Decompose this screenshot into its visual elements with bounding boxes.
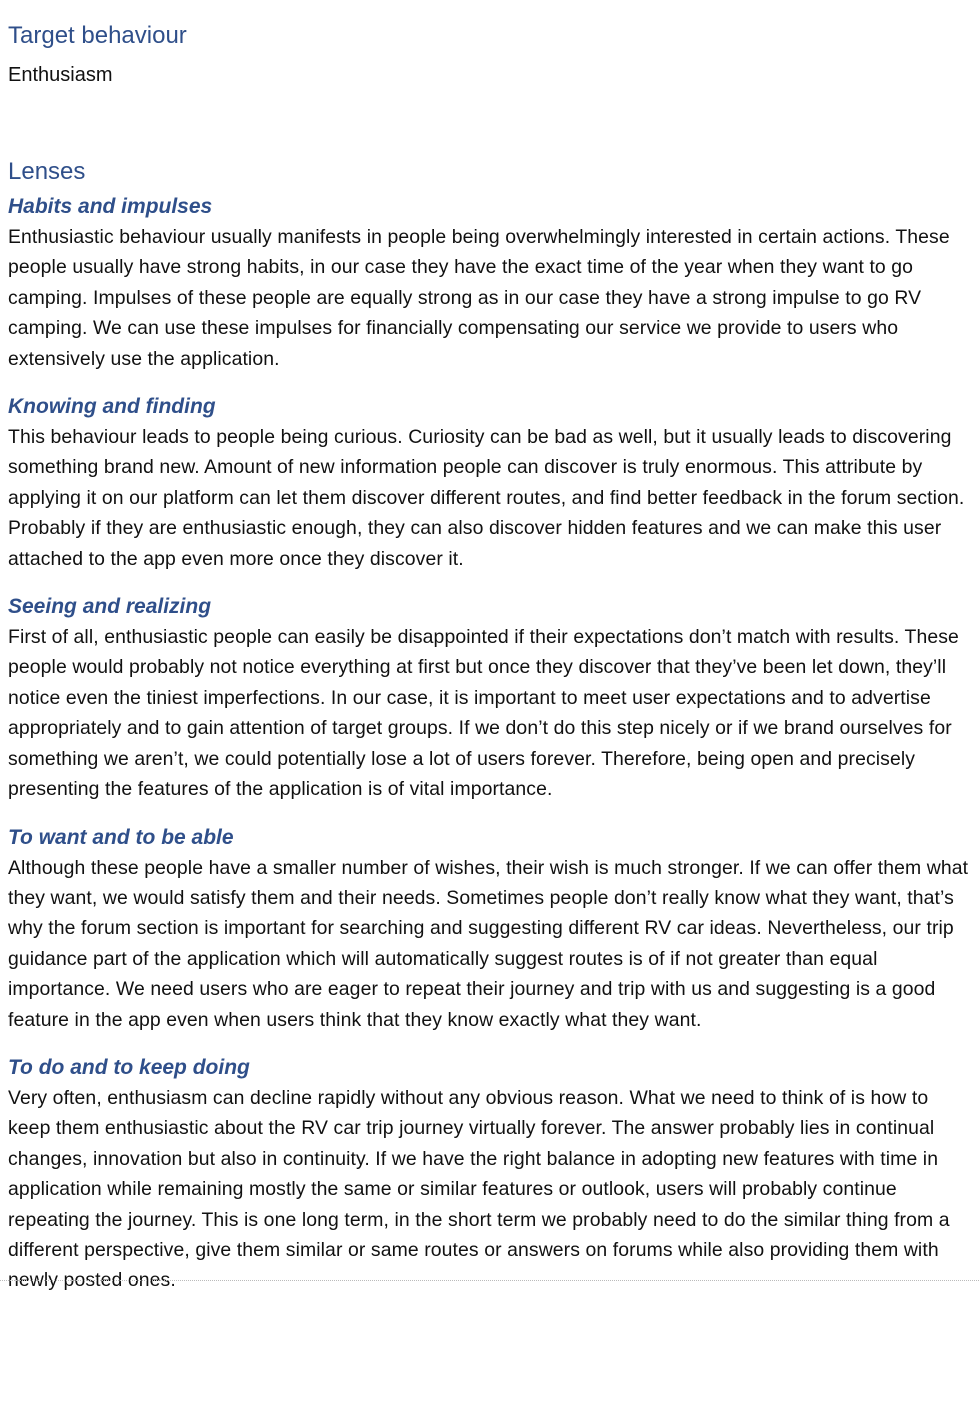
lens-title: To do and to keep doing	[8, 1055, 250, 1079]
lens-paragraph: Although these people have a smaller number of wishes, their wish is much stronger. If we can offer them what they want, we would satisfy them and their needs. Sometimes people don’t really know what they want, that’s why the forum section is important for searching and suggesting different RV car ideas. Nevertheless, our trip guidance part of the application which will automatically suggest routes is of if not greater than equal importance. We need users who are eager to repeat their journey and trip with us and suggesting is a good feature in the app even when users think that they know exactly what they want.	[8, 856, 969, 1031]
lens-title: To want and to be able	[8, 825, 234, 849]
lens-section-habits	[8, 192, 970, 374]
lens-title: Seeing and realizing	[8, 595, 212, 619]
lens-title: Habits and impulses	[8, 195, 213, 218]
lens-section-do	[8, 1053, 970, 1296]
lens-paragraph: First of all, enthusiastic people can easily be disappointed if their expectations don’t match with results. These people would probably not notice everything at first but once they discover that they’ve been let down, they’ll notice even the tiniest imperfections. In our case, it is important to meet user expectations and to advertise appropriately and to gain attention of target groups. If we don’t do this step nicely or if we brand ourselves for something we aren’t, we could potentially lose a lot of users forever. Therefore, being open and precisely presenting the features of the application is of vital importance.	[8, 626, 959, 801]
target-behaviour-heading: Target behaviour	[8, 22, 187, 49]
page-break-divider	[0, 1280, 979, 1281]
document-page	[8, 0, 970, 1296]
lenses-heading: Lenses	[8, 158, 86, 185]
target-behaviour-value: Enthusiasm	[8, 64, 113, 86]
lens-title: Knowing and finding	[8, 395, 216, 419]
lens-section-seeing	[8, 592, 970, 804]
lens-paragraph: Very often, enthusiasm can decline rapidly without any obvious reason. What we need to think of is how to keep them enthusiastic about the RV car trip journey virtually forever. The answer probably lies in continual changes, innovation but also in continuity. If we have the right balance in adopting new features with time in application while remaining mostly the same or similar features or outlook, users will probably continue repeating the journey. This is one long term, in the short term we probably need to do the similar thing from a different perspective, give them similar or same routes or answers on forums while also providing them with newly posted ones.	[8, 1086, 950, 1292]
lens-paragraph: Enthusiastic behaviour usually manifests in people being overwhelmingly interested in certain actions. These people usually have strong habits, in our case they have the exact time of the year when they want to go camping. Impulses of these people are equally strong as in our case they have a strong impulse to go RV camping. We can use these impulses for financially compensating our service we provide to users who extensively use the application.	[8, 226, 950, 370]
lens-paragraph: This behaviour leads to people being curious. Curiosity can be bad as well, but it usually leads to discovering something brand new. Amount of new information people can discover is truly enormous. This attribute by applying it on our platform can let them discover different routes, and find better feedback in the forum section. Probably if they are enthusiastic enough, they can also discover hidden features and we can make this user attached to the app even more once they discover it.	[8, 426, 965, 570]
lens-section-knowing	[8, 392, 970, 574]
lens-section-want	[8, 823, 970, 1035]
